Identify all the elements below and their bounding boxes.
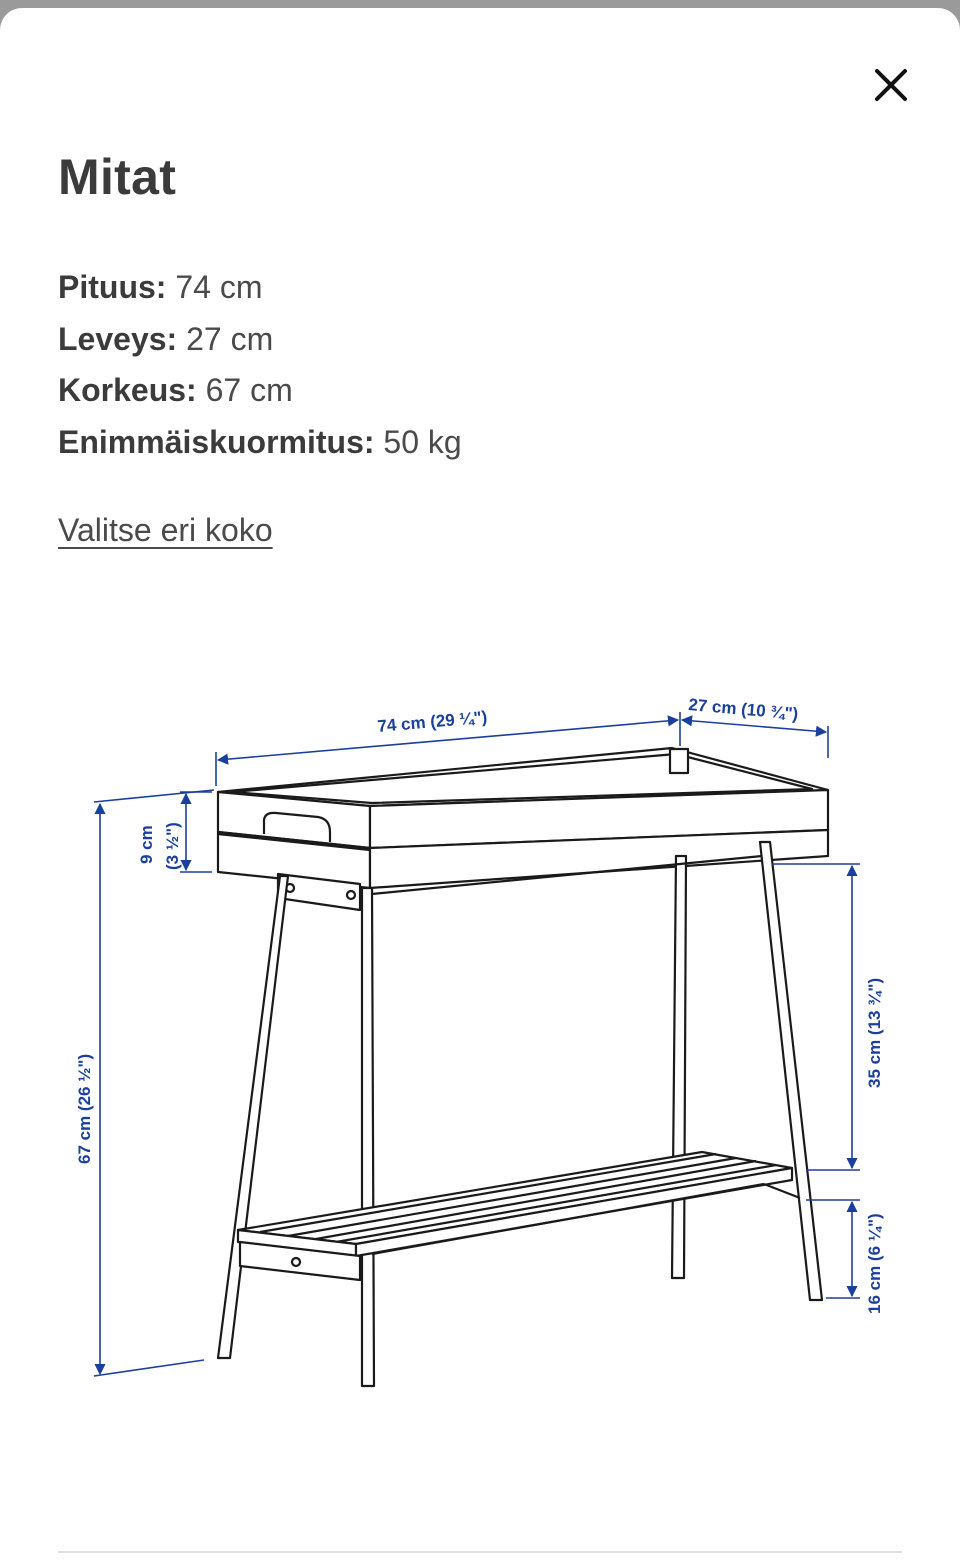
spec-value: 67 cm	[205, 372, 293, 408]
spec-max-load	[58, 417, 462, 469]
close-button[interactable]	[862, 56, 920, 114]
dimension-drawing	[0, 600, 960, 1450]
spec-label: Leveys:	[58, 320, 178, 357]
divider	[58, 1551, 902, 1553]
spec-value: 27 cm	[186, 320, 274, 357]
close-icon	[873, 67, 909, 103]
width-label: 27 cm (10 ¾")	[687, 695, 800, 724]
leg-height-label: 35 cm (13 ¾")	[865, 977, 884, 1088]
total-height-label: 67 cm (26 ½")	[75, 1053, 94, 1164]
choose-size-link[interactable]: Valitse eri koko	[58, 512, 273, 548]
spec-width	[58, 314, 462, 366]
spec-label: Korkeus:	[58, 372, 197, 408]
dialog-title: Mitat	[58, 149, 177, 205]
spec-value: 50 kg	[383, 423, 462, 460]
length-label: 74 cm (29 ¼")	[376, 707, 489, 736]
tray-height-inch-label: (3 ½")	[163, 822, 182, 870]
spec-list	[58, 262, 462, 468]
spec-height	[58, 365, 462, 417]
spec-label: Enimmäiskuormitus:	[58, 423, 375, 460]
shelf-height-label: 16 cm (6 ¼")	[865, 1213, 884, 1314]
spec-value: 74 cm	[175, 269, 263, 305]
spec-length	[58, 262, 462, 314]
spec-label: Pituus:	[58, 269, 167, 305]
dimensions-dialog	[0, 8, 960, 1568]
tray-height-label: 9 cm	[137, 825, 156, 864]
plant-stand-illustration	[218, 748, 828, 1386]
